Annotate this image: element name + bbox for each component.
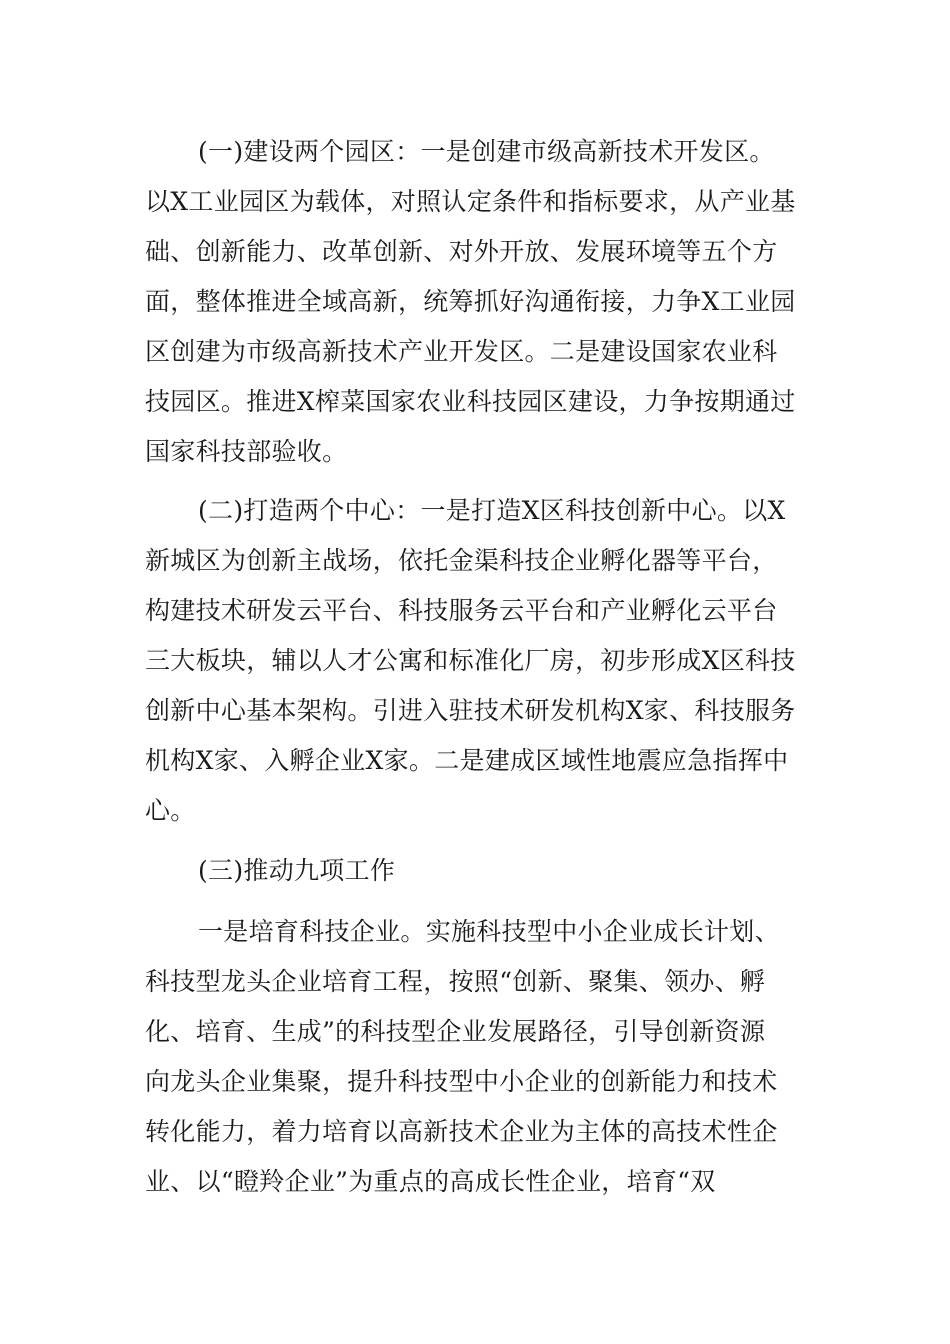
paragraph-3-line-1: 一是培育科技企业。实施科技型中小企业成长计划、: [198, 917, 780, 946]
paragraph-2-line-4: 三大板块，辅以人才公寓和标准化厂房，初步形成X区科技: [145, 646, 796, 675]
paragraph-3-line-2: 科技型龙头企业培育工程，按照“创新、聚集、领办、孵: [145, 967, 766, 996]
paragraph-1-line-6: 技园区。推进X榨菜国家农业科技园区建设，力争按期通过: [145, 387, 796, 416]
section-heading-3: (三)推动九项工作: [198, 856, 396, 885]
paragraph-1-line-2: 以X工业园区为载体，对照认定条件和指标要求，从产业基: [145, 187, 796, 216]
paragraph-1-line-7: 国家科技部验收。: [145, 437, 348, 466]
paragraph-1-line-4: 面，整体推进全域高新，统筹抓好沟通衔接，力争X工业园: [145, 287, 796, 316]
paragraph-2-line-2: 新城区为创新主战场，依托金渠科技企业孵化器等平台，: [145, 546, 778, 575]
paragraph-1-line-3: 础、创新能力、改革创新、对外开放、发展环境等五个方: [145, 237, 778, 266]
paragraph-3-line-6: 业、以“瞪羚企业”为重点的高成长性企业，培育“双: [145, 1167, 716, 1196]
paragraph-3-line-5: 转化能力，着力培育以高新技术企业为主体的高技术性企: [145, 1117, 778, 1146]
paragraph-2-line-5: 创新中心基本架构。引进入驻技术研发机构X家、科技服务: [145, 696, 796, 725]
paragraph-3-line-3: 化、培育、生成”的科技型企业发展路径，引导创新资源: [145, 1017, 766, 1046]
paragraph-2-line-3: 构建技术研发云平台、科技服务云平台和产业孵化云平台: [145, 596, 778, 625]
paragraph-2-line-1: (二)打造两个中心：一是打造X区科技创新中心。以X: [198, 496, 786, 525]
paragraph-2-line-6: 机构X家、入孵企业X家。二是建成区域性地震应急指挥中: [145, 746, 789, 775]
paragraph-1-line-5: 区创建为市级高新技术产业开发区。二是建设国家农业科: [145, 337, 778, 366]
paragraph-3-line-4: 向龙头企业集聚，提升科技型中小企业的创新能力和技术: [145, 1067, 778, 1096]
paragraph-1-line-1: (一)建设两个园区：一是创建市级高新技术开发区。: [198, 137, 775, 166]
paragraph-2-line-7: 心。: [145, 796, 196, 825]
